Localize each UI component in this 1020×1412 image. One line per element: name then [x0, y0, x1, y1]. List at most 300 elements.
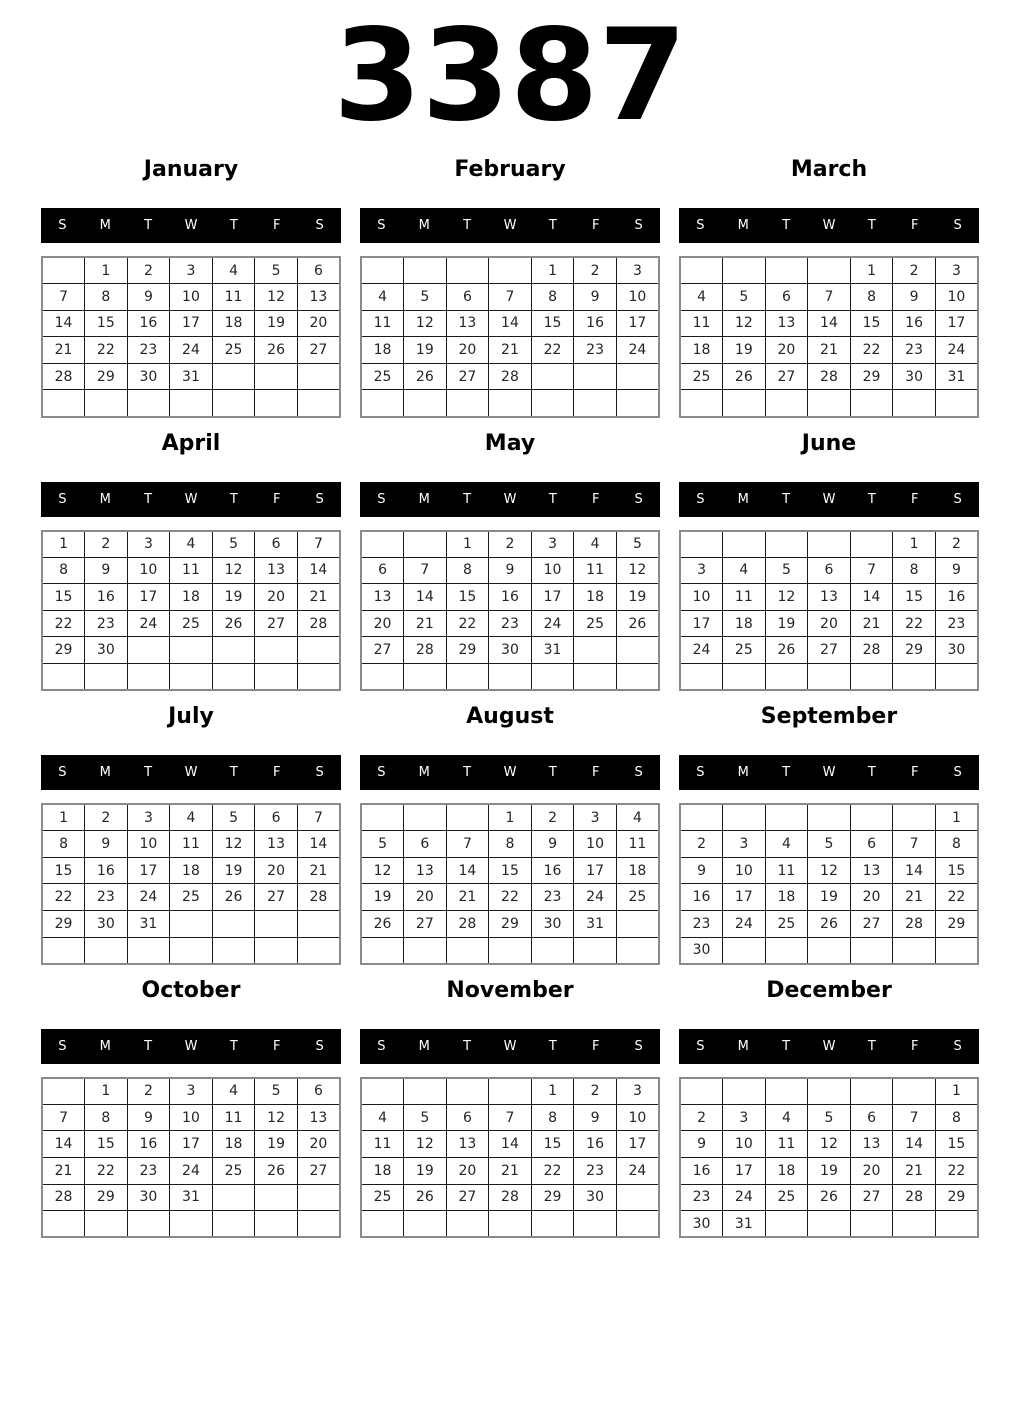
day-cell: 3	[616, 1078, 659, 1105]
empty-day-cell	[808, 1211, 851, 1238]
day-cell: 25	[361, 1184, 404, 1211]
day-cell: 15	[489, 857, 532, 884]
empty-day-cell	[765, 531, 808, 558]
day-cell: 1	[893, 531, 936, 558]
empty-day-cell	[723, 531, 766, 558]
week-row	[680, 911, 978, 938]
weekday-label: T	[782, 765, 791, 781]
day-cell: 20	[255, 584, 298, 611]
empty-day-cell	[255, 390, 298, 417]
month-title: July	[168, 704, 214, 730]
week-row	[361, 363, 659, 390]
day-cell: 4	[361, 284, 404, 311]
empty-day-cell	[850, 937, 893, 964]
weekday-label: S	[634, 218, 643, 233]
empty-day-cell	[170, 1211, 213, 1238]
day-cell: 8	[85, 284, 128, 311]
weekday-label: S	[696, 218, 705, 233]
empty-day-cell	[574, 390, 617, 417]
day-cell: 11	[170, 557, 213, 584]
day-cell: 25	[574, 610, 617, 637]
empty-day-cell	[255, 1211, 298, 1238]
day-cell: 8	[85, 1104, 128, 1131]
empty-day-cell	[85, 937, 128, 964]
day-cell: 24	[531, 610, 574, 637]
day-cell: 21	[446, 884, 489, 911]
day-cell: 15	[935, 857, 978, 884]
day-cell: 5	[808, 831, 851, 858]
day-cell: 5	[361, 831, 404, 858]
week-row	[361, 804, 659, 831]
day-cell: 26	[255, 337, 298, 364]
day-cell: 7	[42, 284, 85, 311]
day-cell: 17	[935, 310, 978, 337]
day-cell: 9	[127, 284, 170, 311]
month-days-table	[679, 1077, 979, 1239]
day-cell: 6	[446, 1104, 489, 1131]
day-cell: 11	[574, 557, 617, 584]
day-cell: 23	[127, 1157, 170, 1184]
weekday-label: M	[99, 1038, 111, 1054]
day-cell: 28	[850, 637, 893, 664]
empty-day-cell	[361, 531, 404, 558]
empty-day-cell	[446, 664, 489, 691]
weekday-label: T	[463, 765, 472, 781]
day-cell: 20	[404, 884, 447, 911]
empty-day-cell	[680, 390, 723, 417]
day-cell: 5	[723, 284, 766, 311]
month-title: April	[161, 430, 221, 456]
week-row	[42, 310, 340, 337]
empty-day-cell	[127, 390, 170, 417]
empty-day-cell	[255, 937, 298, 964]
weekday-label: M	[418, 491, 430, 507]
week-row	[361, 390, 659, 417]
day-cell: 18	[765, 884, 808, 911]
weekday-label: S	[58, 1038, 67, 1054]
day-cell: 4	[170, 531, 213, 558]
day-cell: 14	[404, 584, 447, 611]
day-cell: 15	[893, 584, 936, 611]
empty-day-cell	[765, 390, 808, 417]
week-row	[42, 584, 340, 611]
weekday-header-row	[360, 208, 660, 243]
day-cell: 11	[723, 584, 766, 611]
empty-day-cell	[723, 937, 766, 964]
weekday-header-row	[679, 1029, 979, 1064]
day-cell: 25	[616, 884, 659, 911]
weekday-label: W	[503, 491, 517, 507]
day-cell: 23	[85, 610, 128, 637]
day-cell: 27	[446, 363, 489, 390]
day-cell: 2	[127, 257, 170, 284]
empty-day-cell	[850, 390, 893, 417]
week-row	[680, 531, 978, 558]
day-cell: 2	[574, 257, 617, 284]
day-cell: 15	[531, 1131, 574, 1158]
weekday-label: S	[696, 1038, 705, 1054]
weekday-label: M	[737, 1038, 749, 1054]
empty-day-cell	[893, 1211, 936, 1238]
empty-day-cell	[935, 937, 978, 964]
day-cell: 24	[127, 610, 170, 637]
empty-day-cell	[893, 390, 936, 417]
weekday-label: F	[272, 1038, 281, 1054]
day-cell: 29	[893, 637, 936, 664]
day-cell: 16	[85, 584, 128, 611]
day-cell: 22	[42, 610, 85, 637]
empty-day-cell	[404, 937, 447, 964]
week-row	[361, 310, 659, 337]
month-days-table	[679, 256, 979, 418]
empty-day-cell	[42, 664, 85, 691]
day-cell: 28	[446, 911, 489, 938]
day-cell: 3	[680, 557, 723, 584]
weekday-label: S	[315, 218, 324, 233]
weekday-label: S	[377, 765, 386, 781]
day-cell: 11	[170, 831, 213, 858]
month-days-body	[680, 804, 978, 964]
day-cell: 1	[489, 804, 532, 831]
day-cell: 26	[212, 610, 255, 637]
day-cell: 2	[531, 804, 574, 831]
weekday-header-row	[679, 208, 979, 243]
empty-day-cell	[723, 664, 766, 691]
day-cell: 28	[489, 1184, 532, 1211]
empty-day-cell	[42, 1078, 85, 1105]
weekday-label: W	[822, 1038, 836, 1054]
day-cell: 4	[574, 531, 617, 558]
month-days-table	[679, 803, 979, 965]
week-row	[42, 363, 340, 390]
day-cell: 28	[489, 363, 532, 390]
week-row	[361, 1078, 659, 1105]
empty-day-cell	[893, 804, 936, 831]
week-row	[42, 831, 340, 858]
empty-day-cell	[489, 937, 532, 964]
empty-day-cell	[489, 390, 532, 417]
day-cell: 15	[85, 1131, 128, 1158]
weekday-label: S	[315, 491, 324, 507]
day-cell: 25	[361, 363, 404, 390]
empty-day-cell	[297, 1184, 340, 1211]
weekday-label: W	[184, 765, 198, 781]
day-cell: 14	[850, 584, 893, 611]
day-cell: 4	[212, 1078, 255, 1105]
empty-day-cell	[765, 257, 808, 284]
empty-day-cell	[616, 937, 659, 964]
weekday-label: F	[272, 218, 281, 233]
weekday-header-row	[41, 755, 341, 790]
weekday-label: T	[548, 765, 557, 781]
empty-day-cell	[808, 531, 851, 558]
day-cell: 29	[489, 911, 532, 938]
day-cell: 20	[808, 610, 851, 637]
week-row	[42, 664, 340, 691]
day-cell: 21	[808, 337, 851, 364]
day-cell: 4	[170, 804, 213, 831]
empty-day-cell	[212, 1184, 255, 1211]
day-cell: 26	[404, 1184, 447, 1211]
weekday-label: F	[591, 1038, 600, 1054]
weekday-label: T	[782, 218, 791, 233]
month-days-body	[42, 804, 340, 964]
weekday-label: M	[99, 491, 111, 507]
week-row	[361, 584, 659, 611]
day-cell: 2	[893, 257, 936, 284]
day-cell: 21	[489, 337, 532, 364]
week-row	[361, 531, 659, 558]
day-cell: 16	[127, 1131, 170, 1158]
weekday-label: T	[229, 218, 238, 233]
weekday-header-row	[360, 482, 660, 517]
empty-day-cell	[446, 804, 489, 831]
empty-day-cell	[255, 1184, 298, 1211]
day-cell: 4	[616, 804, 659, 831]
empty-day-cell	[808, 804, 851, 831]
day-cell: 30	[85, 637, 128, 664]
day-cell: 12	[361, 857, 404, 884]
day-cell: 14	[297, 557, 340, 584]
day-cell: 21	[489, 1157, 532, 1184]
day-cell: 15	[850, 310, 893, 337]
day-cell: 8	[531, 1104, 574, 1131]
empty-day-cell	[574, 664, 617, 691]
weekday-label: F	[591, 765, 600, 781]
empty-day-cell	[212, 363, 255, 390]
day-cell: 30	[127, 1184, 170, 1211]
empty-day-cell	[404, 804, 447, 831]
weekday-label: W	[822, 765, 836, 781]
day-cell: 3	[935, 257, 978, 284]
day-cell: 23	[85, 884, 128, 911]
day-cell: 31	[723, 1211, 766, 1238]
month-days-table	[360, 803, 660, 965]
day-cell: 20	[361, 610, 404, 637]
empty-day-cell	[361, 937, 404, 964]
empty-day-cell	[616, 1184, 659, 1211]
day-cell: 23	[531, 884, 574, 911]
day-cell: 21	[297, 584, 340, 611]
empty-day-cell	[42, 390, 85, 417]
day-cell: 23	[574, 337, 617, 364]
day-cell: 24	[680, 637, 723, 664]
empty-day-cell	[893, 937, 936, 964]
day-cell: 13	[297, 284, 340, 311]
month-block	[679, 971, 979, 1239]
day-cell: 4	[765, 831, 808, 858]
day-cell: 19	[808, 884, 851, 911]
day-cell: 13	[850, 1131, 893, 1158]
day-cell: 27	[255, 884, 298, 911]
day-cell: 2	[489, 531, 532, 558]
day-cell: 15	[446, 584, 489, 611]
day-cell: 20	[850, 1157, 893, 1184]
day-cell: 14	[446, 857, 489, 884]
day-cell: 10	[127, 557, 170, 584]
empty-day-cell	[616, 390, 659, 417]
empty-day-cell	[808, 1078, 851, 1105]
week-row	[680, 257, 978, 284]
day-cell: 7	[404, 557, 447, 584]
day-cell: 13	[765, 310, 808, 337]
month-block	[360, 150, 660, 418]
day-cell: 6	[297, 1078, 340, 1105]
day-cell: 10	[723, 1131, 766, 1158]
weekday-label: S	[315, 765, 324, 781]
weekday-label: W	[503, 765, 517, 781]
day-cell: 24	[616, 1157, 659, 1184]
month-days-table	[360, 1077, 660, 1239]
day-cell: 7	[297, 804, 340, 831]
day-cell: 20	[297, 1131, 340, 1158]
day-cell: 22	[935, 884, 978, 911]
day-cell: 18	[361, 337, 404, 364]
empty-day-cell	[680, 804, 723, 831]
week-row	[42, 531, 340, 558]
day-cell: 4	[680, 284, 723, 311]
day-cell: 5	[404, 284, 447, 311]
week-row	[680, 937, 978, 964]
day-cell: 8	[531, 284, 574, 311]
day-cell: 18	[574, 584, 617, 611]
empty-day-cell	[935, 664, 978, 691]
week-row	[42, 1131, 340, 1158]
empty-day-cell	[361, 1078, 404, 1105]
day-cell: 13	[446, 1131, 489, 1158]
empty-day-cell	[212, 937, 255, 964]
day-cell: 2	[127, 1078, 170, 1105]
day-cell: 3	[723, 1104, 766, 1131]
day-cell: 8	[489, 831, 532, 858]
weekday-label: W	[184, 218, 198, 233]
empty-day-cell	[616, 664, 659, 691]
weekday-label: S	[696, 765, 705, 781]
day-cell: 12	[765, 584, 808, 611]
weekday-label: W	[184, 1038, 198, 1054]
weekday-label: S	[953, 1038, 962, 1054]
day-cell: 8	[893, 557, 936, 584]
empty-day-cell	[404, 390, 447, 417]
week-row	[42, 1184, 340, 1211]
empty-day-cell	[531, 937, 574, 964]
day-cell: 19	[212, 857, 255, 884]
day-cell: 17	[574, 857, 617, 884]
empty-day-cell	[42, 1211, 85, 1238]
day-cell: 10	[170, 284, 213, 311]
weekday-label: W	[822, 491, 836, 507]
day-cell: 8	[42, 557, 85, 584]
day-cell: 26	[404, 363, 447, 390]
day-cell: 10	[127, 831, 170, 858]
week-row	[361, 257, 659, 284]
day-cell: 25	[212, 1157, 255, 1184]
weekday-label: T	[867, 1038, 876, 1054]
month-days-table	[41, 803, 341, 965]
empty-day-cell	[808, 390, 851, 417]
weekday-label: S	[953, 218, 962, 233]
day-cell: 28	[404, 637, 447, 664]
weekday-label: M	[99, 765, 111, 781]
empty-day-cell	[574, 363, 617, 390]
month-block	[41, 424, 341, 692]
day-cell: 21	[893, 1157, 936, 1184]
day-cell: 12	[616, 557, 659, 584]
week-row	[361, 664, 659, 691]
empty-day-cell	[935, 390, 978, 417]
day-cell: 20	[255, 857, 298, 884]
day-cell: 30	[680, 937, 723, 964]
weekday-label: T	[867, 765, 876, 781]
day-cell: 2	[935, 531, 978, 558]
day-cell: 6	[850, 831, 893, 858]
empty-day-cell	[212, 911, 255, 938]
day-cell: 27	[765, 363, 808, 390]
day-cell: 29	[42, 637, 85, 664]
empty-day-cell	[446, 1211, 489, 1238]
weekday-label: M	[418, 765, 430, 781]
day-cell: 14	[42, 1131, 85, 1158]
week-row	[42, 1157, 340, 1184]
week-row	[42, 857, 340, 884]
day-cell: 13	[255, 557, 298, 584]
empty-day-cell	[42, 937, 85, 964]
day-cell: 10	[935, 284, 978, 311]
day-cell: 9	[680, 857, 723, 884]
day-cell: 20	[446, 1157, 489, 1184]
day-cell: 3	[616, 257, 659, 284]
weekday-label: S	[634, 1038, 643, 1054]
day-cell: 9	[85, 557, 128, 584]
day-cell: 30	[489, 637, 532, 664]
day-cell: 24	[935, 337, 978, 364]
empty-day-cell	[680, 257, 723, 284]
day-cell: 1	[850, 257, 893, 284]
empty-day-cell	[850, 531, 893, 558]
empty-day-cell	[765, 1211, 808, 1238]
day-cell: 15	[42, 857, 85, 884]
empty-day-cell	[531, 363, 574, 390]
day-cell: 21	[404, 610, 447, 637]
month-days-body	[680, 531, 978, 691]
day-cell: 26	[616, 610, 659, 637]
weekday-label: W	[822, 218, 836, 233]
empty-day-cell	[361, 664, 404, 691]
day-cell: 5	[255, 1078, 298, 1105]
day-cell: 18	[723, 610, 766, 637]
day-cell: 13	[446, 310, 489, 337]
day-cell: 14	[893, 1131, 936, 1158]
day-cell: 20	[446, 337, 489, 364]
empty-day-cell	[935, 1211, 978, 1238]
weekday-label: F	[910, 1038, 919, 1054]
month-days-table	[679, 530, 979, 692]
day-cell: 19	[404, 1157, 447, 1184]
day-cell: 5	[212, 531, 255, 558]
empty-day-cell	[574, 937, 617, 964]
day-cell: 24	[723, 1184, 766, 1211]
month-days-body	[361, 1078, 659, 1238]
month-days-body	[42, 1078, 340, 1238]
day-cell: 12	[808, 857, 851, 884]
day-cell: 22	[893, 610, 936, 637]
day-cell: 27	[361, 637, 404, 664]
empty-day-cell	[255, 637, 298, 664]
day-cell: 16	[680, 1157, 723, 1184]
day-cell: 12	[404, 310, 447, 337]
empty-day-cell	[404, 1078, 447, 1105]
empty-day-cell	[170, 911, 213, 938]
